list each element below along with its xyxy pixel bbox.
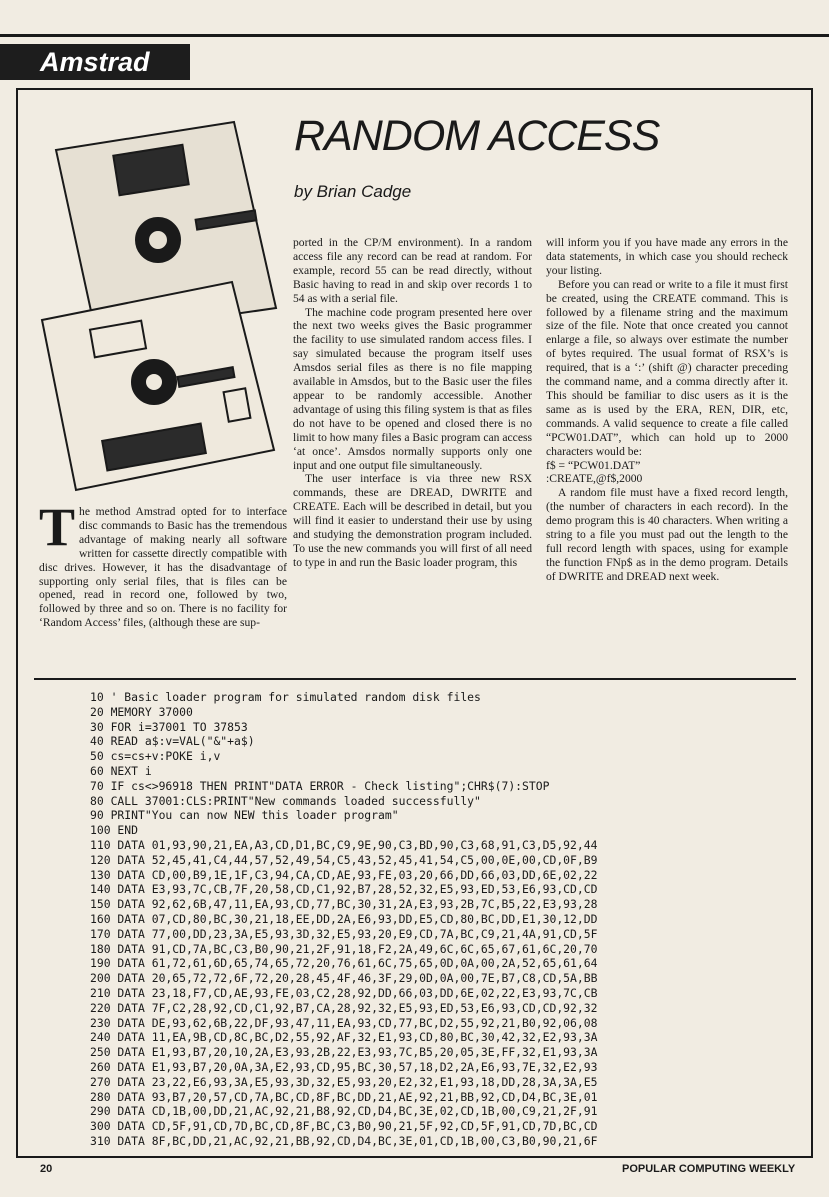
basic-listing-code: [90, 690, 796, 1149]
listing-line: 10 ' Basic loader program for simulated random disk files: [90, 690, 481, 704]
column-3-paragraph-3: A random file must have a fixed record length, (the number of characters in each record). In the demo program this is 40 characters. When writing a string to a file you must pad out the length to the full record length with spaces, using for example the function FNp$ as in the demo program. Details of DWRITE and DREAD next week.: [546, 486, 788, 583]
top-rule: [0, 34, 829, 37]
listing-line: 50 cs=cs+v:POKE i,v: [90, 749, 221, 764]
listing-line: 260 DATA E1,93,B7,20,0A,3A,E2,93,CD,95,BC,30,57,18,D2,2A,E6,93,7E,32,E2,93: [90, 1059, 598, 1074]
listing-line: 170 DATA 77,00,DD,23,3A,E5,93,3D,32,E5,93,20,E9,CD,7A,BC,C9,21,4A,91,CD,5F: [90, 926, 598, 941]
listing-line: 200 DATA 20,65,72,72,6F,72,20,28,45,4F,46,3F,29,0D,0A,00,7E,B7,C8,CD,5A,BB: [90, 971, 598, 986]
listing-line: 100 END: [90, 823, 139, 838]
listing-line: 130 DATA CD,00,B9,1E,1F,C3,94,CA,CD,AE,93,FE,03,20,66,DD,66,03,DD,6E,02,22: [90, 867, 598, 882]
listing-line: 30 FOR i=37001 TO 37853: [90, 719, 248, 734]
listing-line: 160 DATA 07,CD,80,BC,30,21,18,EE,DD,2A,E6,93,DD,E5,CD,80,BC,DD,E1,30,12,DD: [90, 911, 598, 926]
listing-line: 80 CALL 37001:CLS:PRINT"New commands loaded successfully": [90, 793, 481, 808]
column-3-code-line-1: f$ = “PCW01.DAT”: [546, 458, 641, 472]
listing-line: 110 DATA 01,93,90,21,EA,A3,CD,D1,BC,C9,9E,90,C3,BD,90,C3,68,91,C3,D5,92,44: [90, 837, 598, 852]
listing-line: 220 DATA 7F,C2,28,92,CD,C1,92,B7,CA,28,92,32,E5,93,ED,53,E6,93,CD,CD,92,32: [90, 1000, 598, 1015]
listing-line: 40 READ a$:v=VAL("&"+a$): [90, 734, 255, 749]
column-1: [39, 497, 287, 630]
listing-line: 250 DATA E1,93,B7,20,10,2A,E3,93,2B,22,E3,93,7C,B5,20,05,3E,FF,32,E1,93,3A: [90, 1045, 598, 1060]
listing-line: 310 DATA 8F,BC,DD,21,AC,92,21,BB,92,CD,D4,BC,3E,01,CD,1B,00,C3,B0,90,21,6F: [90, 1133, 598, 1148]
listing-line: 60 NEXT i: [90, 763, 152, 778]
listing-line: 150 DATA 92,62,6B,47,11,EA,93,CD,77,BC,30,31,2A,E3,93,2B,7C,B5,22,E3,93,28: [90, 897, 598, 912]
article-title: RANDOM ACCESS: [294, 112, 660, 160]
listing-line: 290 DATA CD,1B,00,DD,21,AC,92,21,B8,92,CD,D4,BC,3E,02,CD,1B,00,C9,21,2F,91: [90, 1104, 598, 1119]
article-byline: by Brian Cadge: [294, 182, 412, 201]
basic-listing: [34, 678, 796, 1156]
column-2-paragraph-1: ported in the CP/M environment). In a random access file any record can be read at random. For example, record 55 can be read directly, without Basic having to read in and skip over records 1 to 54 as with a serial file.: [293, 236, 532, 305]
listing-line: 270 DATA 23,22,E6,93,3A,E5,93,3D,32,E5,93,20,E2,32,E1,93,18,DD,28,3A,3A,E5: [90, 1074, 598, 1089]
listing-line: 240 DATA 11,EA,9B,CD,8C,BC,D2,55,92,AF,32,E1,93,CD,80,BC,30,42,32,E2,93,3A: [90, 1030, 598, 1045]
listing-line: 210 DATA 23,18,F7,CD,AE,93,FE,03,C2,28,92,DD,66,03,DD,6E,02,22,E3,93,7C,CB: [90, 985, 598, 1000]
listing-line: 70 IF cs<>96918 THEN PRINT"DATA ERROR - Check listing";CHR$(7):STOP: [90, 778, 550, 793]
column-1-text: he method Amstrad opted for to interface disc commands to Basic has the tremendous advantage of making nearly all software written for cassette directly compatible with disc drives. However, it has the disadvantage of supporting only serial files, that is files can be opened, read in record one, followed by two, followed by three and so on. There is no facility for ‘Random Access’ files, (although these are sup-: [39, 505, 287, 630]
publication-name: POPULAR COMPUTING WEEKLY: [622, 1163, 796, 1175]
listing-line: 230 DATA DE,93,62,6B,22,DF,93,47,11,EA,93,CD,77,BC,D2,55,92,21,B0,92,06,08: [90, 1015, 598, 1030]
column-3-code-line-2: :CREATE,@f$,2000: [546, 472, 643, 486]
listing-line: 190 DATA 61,72,61,6D,65,74,65,72,20,76,61,6C,75,65,0D,0A,00,2A,52,65,61,64: [90, 956, 598, 971]
column-2-paragraph-2: The machine code program presented here over the next two weeks gives the Basic programmer the facility to use simulated random access files. I say simulated because the program itself uses Amsdos serial files as there is no file mapping available in Amsdos, but to the Basic user the files appear to be randomly accessible. Another advantage of using this filing system is that as files do not have to be opened and closed there is no limit to how many files a Basic program can access ‘at once’. Amsdos normally supports only one input and one output file simultaneously.: [293, 305, 532, 472]
column-2: [293, 236, 532, 570]
listing-line: 120 DATA 52,45,41,C4,44,57,52,49,54,C5,43,52,45,41,54,C5,00,0E,00,CD,0F,B9: [90, 852, 598, 867]
column-2-paragraph-3: The user interface is via three new RSX commands, these are DREAD, DWRITE and CREATE. Each will be described in detail, but you will find it easier to understand their use by using and studying the demonstration program included. To use the new commands you will first of all need to type in and run the Basic loader program, this: [293, 472, 532, 569]
column-3: [546, 236, 788, 584]
section-banner: Amstrad: [0, 44, 190, 80]
floppy-disk-illustration: [36, 120, 288, 498]
listing-line: 20 MEMORY 37000: [90, 704, 193, 719]
listing-line: 280 DATA 93,B7,20,57,CD,7A,BC,CD,8F,BC,DD,21,AE,92,21,BB,92,CD,D4,BC,3E,01: [90, 1089, 598, 1104]
drop-cap: T: [39, 497, 76, 557]
listing-line: 90 PRINT"You can now NEW this loader program": [90, 808, 399, 823]
listing-line: 300 DATA CD,5F,91,CD,7D,BC,CD,8F,BC,C3,B0,90,21,5F,92,CD,5F,91,CD,7D,BC,CD: [90, 1119, 598, 1134]
column-3-paragraph-1: will inform you if you have made any errors in the data statements, in which case you should recheck your listing.: [546, 236, 788, 277]
listing-line: 180 DATA 91,CD,7A,BC,C3,B0,90,21,2F,91,18,F2,2A,49,6C,6C,65,67,61,6C,20,70: [90, 941, 598, 956]
page-number: 20: [40, 1163, 53, 1175]
listing-line: 140 DATA E3,93,7C,CB,7F,20,58,CD,C1,92,B7,28,52,32,E5,93,ED,53,E6,93,CD,CD: [90, 882, 598, 897]
column-3-paragraph-2: Before you can read or write to a file it must first be created, using the CREATE command. This is followed by a filename string and the maximum size of the file. Note that once created you cannot enlarge a file, so always over estimate the number of bytes required. The usual format of RSX’s is required, that is a ‘:’ (shift @) character preceding the command name, and a comma directly after it. This should be familiar to disc users as it is the same as is used by the ERA, REN, DIR, etc, commands. A valid sequence to create a file called “PCW01.DAT”, which can hold up to 2000 characters would be:: [546, 277, 788, 458]
